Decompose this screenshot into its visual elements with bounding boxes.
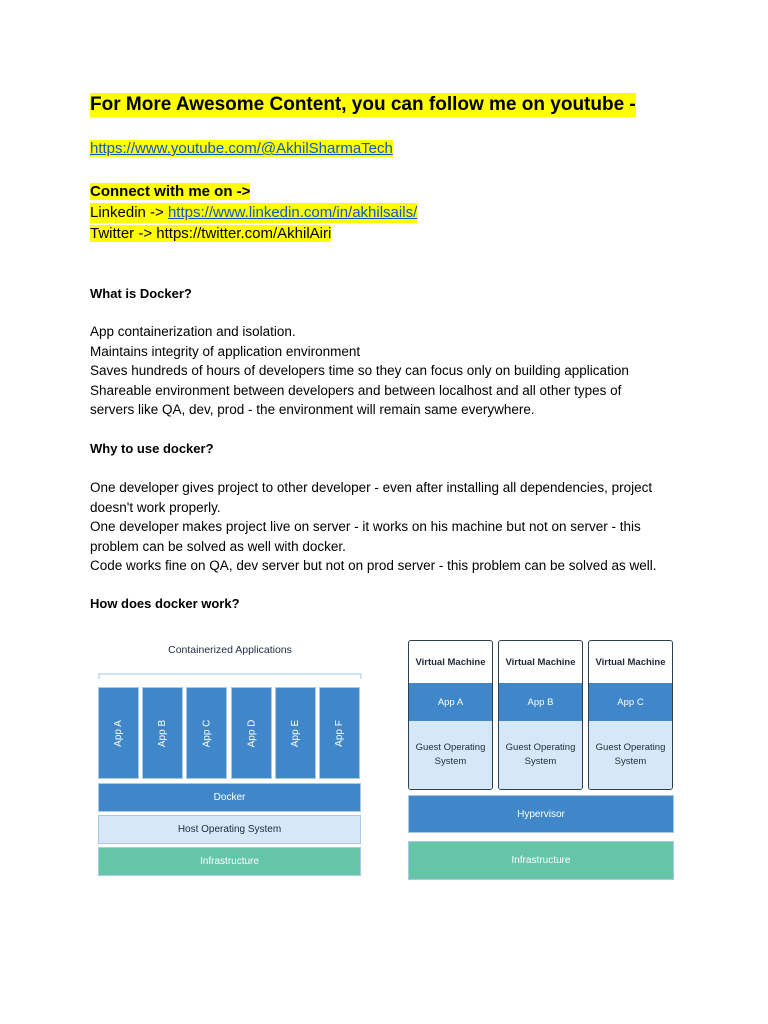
container-app-label: App C (200, 719, 212, 747)
connect-label: Connect with me on -> (90, 183, 251, 200)
virtual-machine-b (498, 640, 583, 790)
container-app-label: App D (245, 719, 257, 747)
container-app-a (98, 687, 139, 779)
vm-guest-os: Guest Operating System (589, 721, 672, 789)
vm-title: Virtual Machine (595, 656, 666, 668)
twitter-line (90, 224, 331, 244)
text-line: servers like QA, dev, prod - the environment will remain same everywhere. (90, 402, 535, 417)
host-os-layer: Host Operating System (98, 815, 361, 844)
text-line: One developer makes project live on server - it works on his machine but not on server - this (90, 519, 641, 534)
page-title: For More Awesome Content, you can follow me on youtube - (90, 94, 636, 115)
vm-app: App B (499, 683, 582, 721)
heading-why-use-docker: Why to use docker? (90, 441, 214, 456)
twitter-label: Twitter -> https://twitter.com/AkhilAiri (90, 225, 332, 242)
paragraph-what-is-docker (90, 322, 690, 420)
youtube-link-line (90, 139, 393, 159)
linkedin-prefix: Linkedin -> (90, 204, 168, 221)
virtual-machine-a (408, 640, 493, 790)
text-line: Saves hundreds of hours of developers time so they can focus only on building application (90, 363, 629, 378)
containers-diagram (96, 640, 364, 880)
containers-bracket (98, 673, 362, 679)
text-line: doesn't work properly. (90, 499, 221, 515)
virtual-machine-c (588, 640, 673, 790)
hypervisor-layer: Hypervisor (408, 795, 674, 833)
vm-app: App C (589, 683, 672, 721)
vm-title: Virtual Machine (415, 656, 486, 668)
vm-app: App A (409, 683, 492, 721)
containers-caption: Containerized Applications (168, 644, 292, 656)
text-line: Shareable environment between developers and between localhost and all other types of (90, 382, 622, 398)
connect-heading (90, 182, 250, 202)
heading-what-is-docker: What is Docker? (90, 286, 192, 301)
container-app-label: App A (112, 719, 124, 747)
text-line: App containerization and isolation. (90, 324, 296, 339)
text-line: One developer gives project to other developer - even after installing all dependencies, project (90, 480, 653, 495)
container-app-d (231, 687, 272, 779)
vm-guest-os: Guest Operating System (499, 721, 582, 789)
container-app-c (186, 687, 227, 779)
container-app-label: App B (157, 719, 168, 747)
vm-infrastructure-layer: Infrastructure (408, 841, 674, 880)
vm-title: Virtual Machine (505, 656, 576, 668)
linkedin-line (90, 203, 417, 223)
text-line: Code works fine on QA, dev server but not on prod server - this problem can be solved as well. (90, 558, 657, 573)
vm-guest-os: Guest Operating System (409, 721, 492, 789)
infrastructure-layer: Infrastructure (98, 847, 361, 876)
text-line: Maintains integrity of application environment (90, 343, 361, 359)
container-app-label: App F (334, 719, 345, 747)
container-app-b (142, 687, 183, 779)
container-app-e (275, 687, 316, 779)
vm-diagram (406, 638, 676, 882)
heading-how-docker-works: How does docker work? (90, 596, 240, 611)
paragraph-why-use-docker (90, 478, 690, 576)
linkedin-link[interactable]: https://www.linkedin.com/in/akhilsails/ (167, 204, 418, 221)
container-app-label: App E (290, 719, 301, 747)
text-line: problem can be solved as well with docker. (90, 538, 346, 554)
youtube-link[interactable]: https://www.youtube.com/@AkhilSharmaTech (90, 140, 393, 157)
docker-layer: Docker (98, 783, 361, 812)
container-app-f (319, 687, 360, 779)
